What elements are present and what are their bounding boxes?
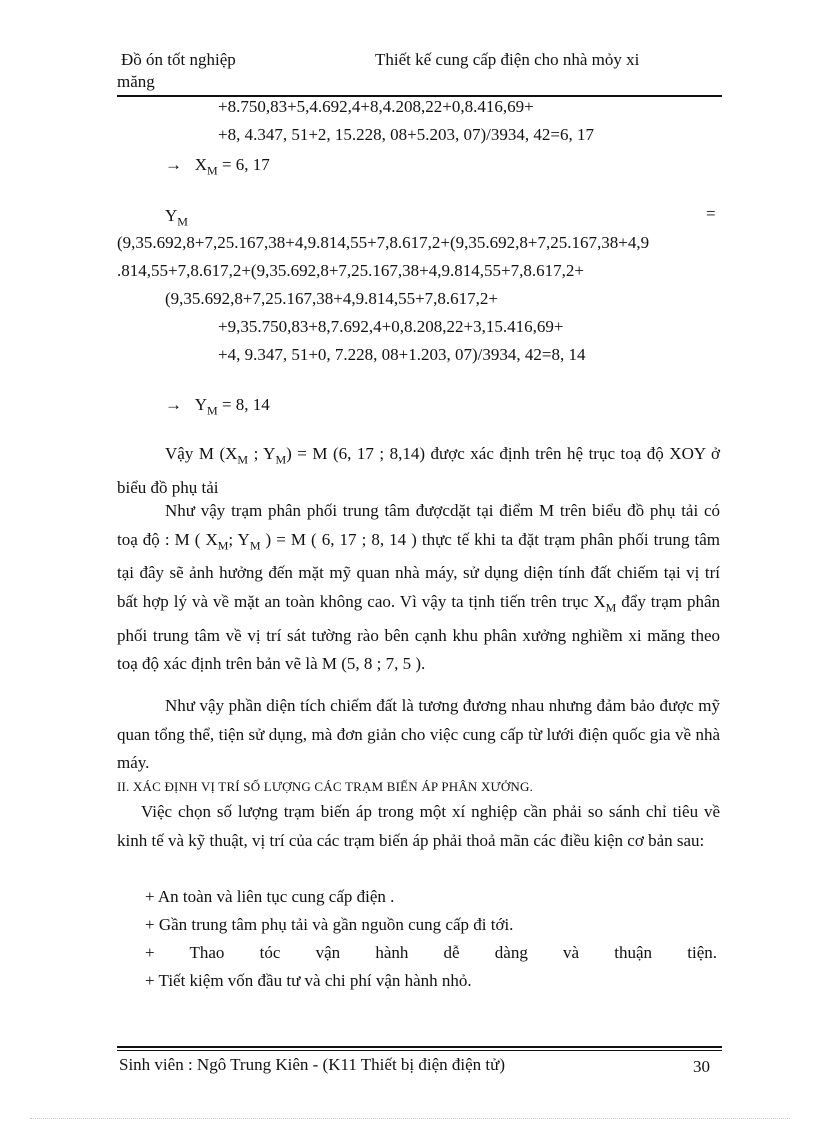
x-value: = 6, 17	[217, 155, 270, 174]
y-result-var: Y	[194, 395, 208, 414]
calc-y-line4: +9,35.750,83+8,7.692,4+0,8.208,22+3,15.416,69+	[218, 317, 564, 336]
arrow-icon: →	[165, 395, 182, 414]
y-value: = 8, 14	[217, 395, 270, 414]
footer-rule-bottom	[117, 1050, 722, 1051]
header-left-line1: Đồ ón tốt nghiệp	[121, 50, 236, 69]
calc-y-result	[165, 391, 270, 424]
list-item: + Tiết kiệm vốn đầu tư và chi phí vận hành nhỏ.	[145, 971, 472, 990]
y-var: Y	[165, 206, 178, 225]
page-edge-divider	[30, 1118, 790, 1119]
y-sub: M	[177, 214, 188, 229]
x-sub: M	[207, 163, 218, 178]
list-item: + Thao tóc vận hành dễ dàng và thuận tiện.	[145, 943, 717, 962]
calc-x-line2: +8, 4.347, 51+2, 15.228, 08+5.203, 07)/3934, 42=6, 17	[218, 125, 594, 144]
paragraph-criteria: Việc chọn số lượng trạm biến áp trong một xí nghiệp cần phải so sánh chỉ tiêu về kinh tế và kỹ thuật, vị trí của các trạm biến áp phải thoả mãn các điều kiện cơ bản sau:	[117, 802, 720, 850]
x-var: X	[194, 155, 208, 174]
paragraph-coordinates: Vậy M ($X_M$ ; $Y_M) = M$ (6, 17 ; 8,14) được xác định trên hệ trục toạ độ XOY ở biểu đồ phụ tải	[117, 444, 720, 497]
calc-y-line5: +4, 9.347, 51+0, 7.228, 08+1.203, 07)/3934, 42=8, 14	[218, 345, 586, 364]
calc-y-line2: .814,55+7,8.617,2+(9,35.692,8+7,25.167,38+4,9.814,55+7,8.617,2+	[117, 261, 584, 280]
calc-y-line1: (9,35.692,8+7,25.167,38+4,9.814,55+7,8.617,2+(9,35.692,8+7,25.167,38+4,9	[117, 233, 650, 252]
calc-x-result	[165, 151, 270, 184]
list-item: + Gần trung tâm phụ tải và gần nguồn cung cấp đi tới.	[145, 915, 514, 934]
header-left-line2: măng	[117, 72, 155, 91]
y-result-sub: M	[207, 403, 218, 418]
calc-y-equals: =	[706, 204, 716, 223]
footer-author: Sinh viên : Ngô Trung Kiên - (K11 Thiết bị điện điện tử)	[119, 1055, 506, 1074]
calc-y-line3: (9,35.692,8+7,25.167,38+4,9.814,55+7,8.617,2+	[165, 289, 499, 308]
section-heading: II. XÁC ĐỊNH VỊ TRÍ SỐ LƯỢNG CÁC TRẠM BIẾN ÁP PHÂN XƯỞNG.	[117, 779, 534, 794]
footer-rule-top	[117, 1046, 722, 1048]
page-number: 30	[693, 1057, 710, 1076]
paragraph-conclusion: Như vậy phần diện tích chiếm đất là tương đương nhau nhưng đảm bảo được mỹ quan tổng thể, tiện sử dụng, mà đơn giản cho việc cung cấp từ lưới điện quốc gia về nhà máy.	[117, 696, 720, 772]
header-right-title: Thiết kế cung cấp điện cho nhà mỏy xi	[375, 50, 640, 69]
list-item: + An toàn và liên tục cung cấp điện .	[145, 887, 395, 906]
calc-x-line1: +8.750,83+5,4.692,4+8,4.208,22+0,8.416,69+	[218, 97, 534, 116]
arrow-icon: →	[165, 155, 182, 174]
paragraph-substation-placement: Như vậy trạm phân phối trung tâm đượcdặt tại điểm M trên biểu đồ phụ tải có toạ độ : M ( $X_M$; $Y_M$ ) = M ( 6, 17 ; 8, 14 ) thực tế khi ta đặt trạm phân phối trung tâm tại đây sẽ ảnh hưởng đến mặt mỹ quan nhà máy, sử dụng diện tính đất chiếm tại vị trí bất hợp lý và về mặt an toàn không cao. Vì vậy ta tịnh tiến trên trục $X_M$ đẩy trạm phân phối trung tâm về vị trí sát tường rào bên cạnh khu phân xưởng nghiềm xi măng theo toạ độ xác định trên bản vẽ là M (5, 8 ; 7, 5 ).	[117, 501, 721, 674]
